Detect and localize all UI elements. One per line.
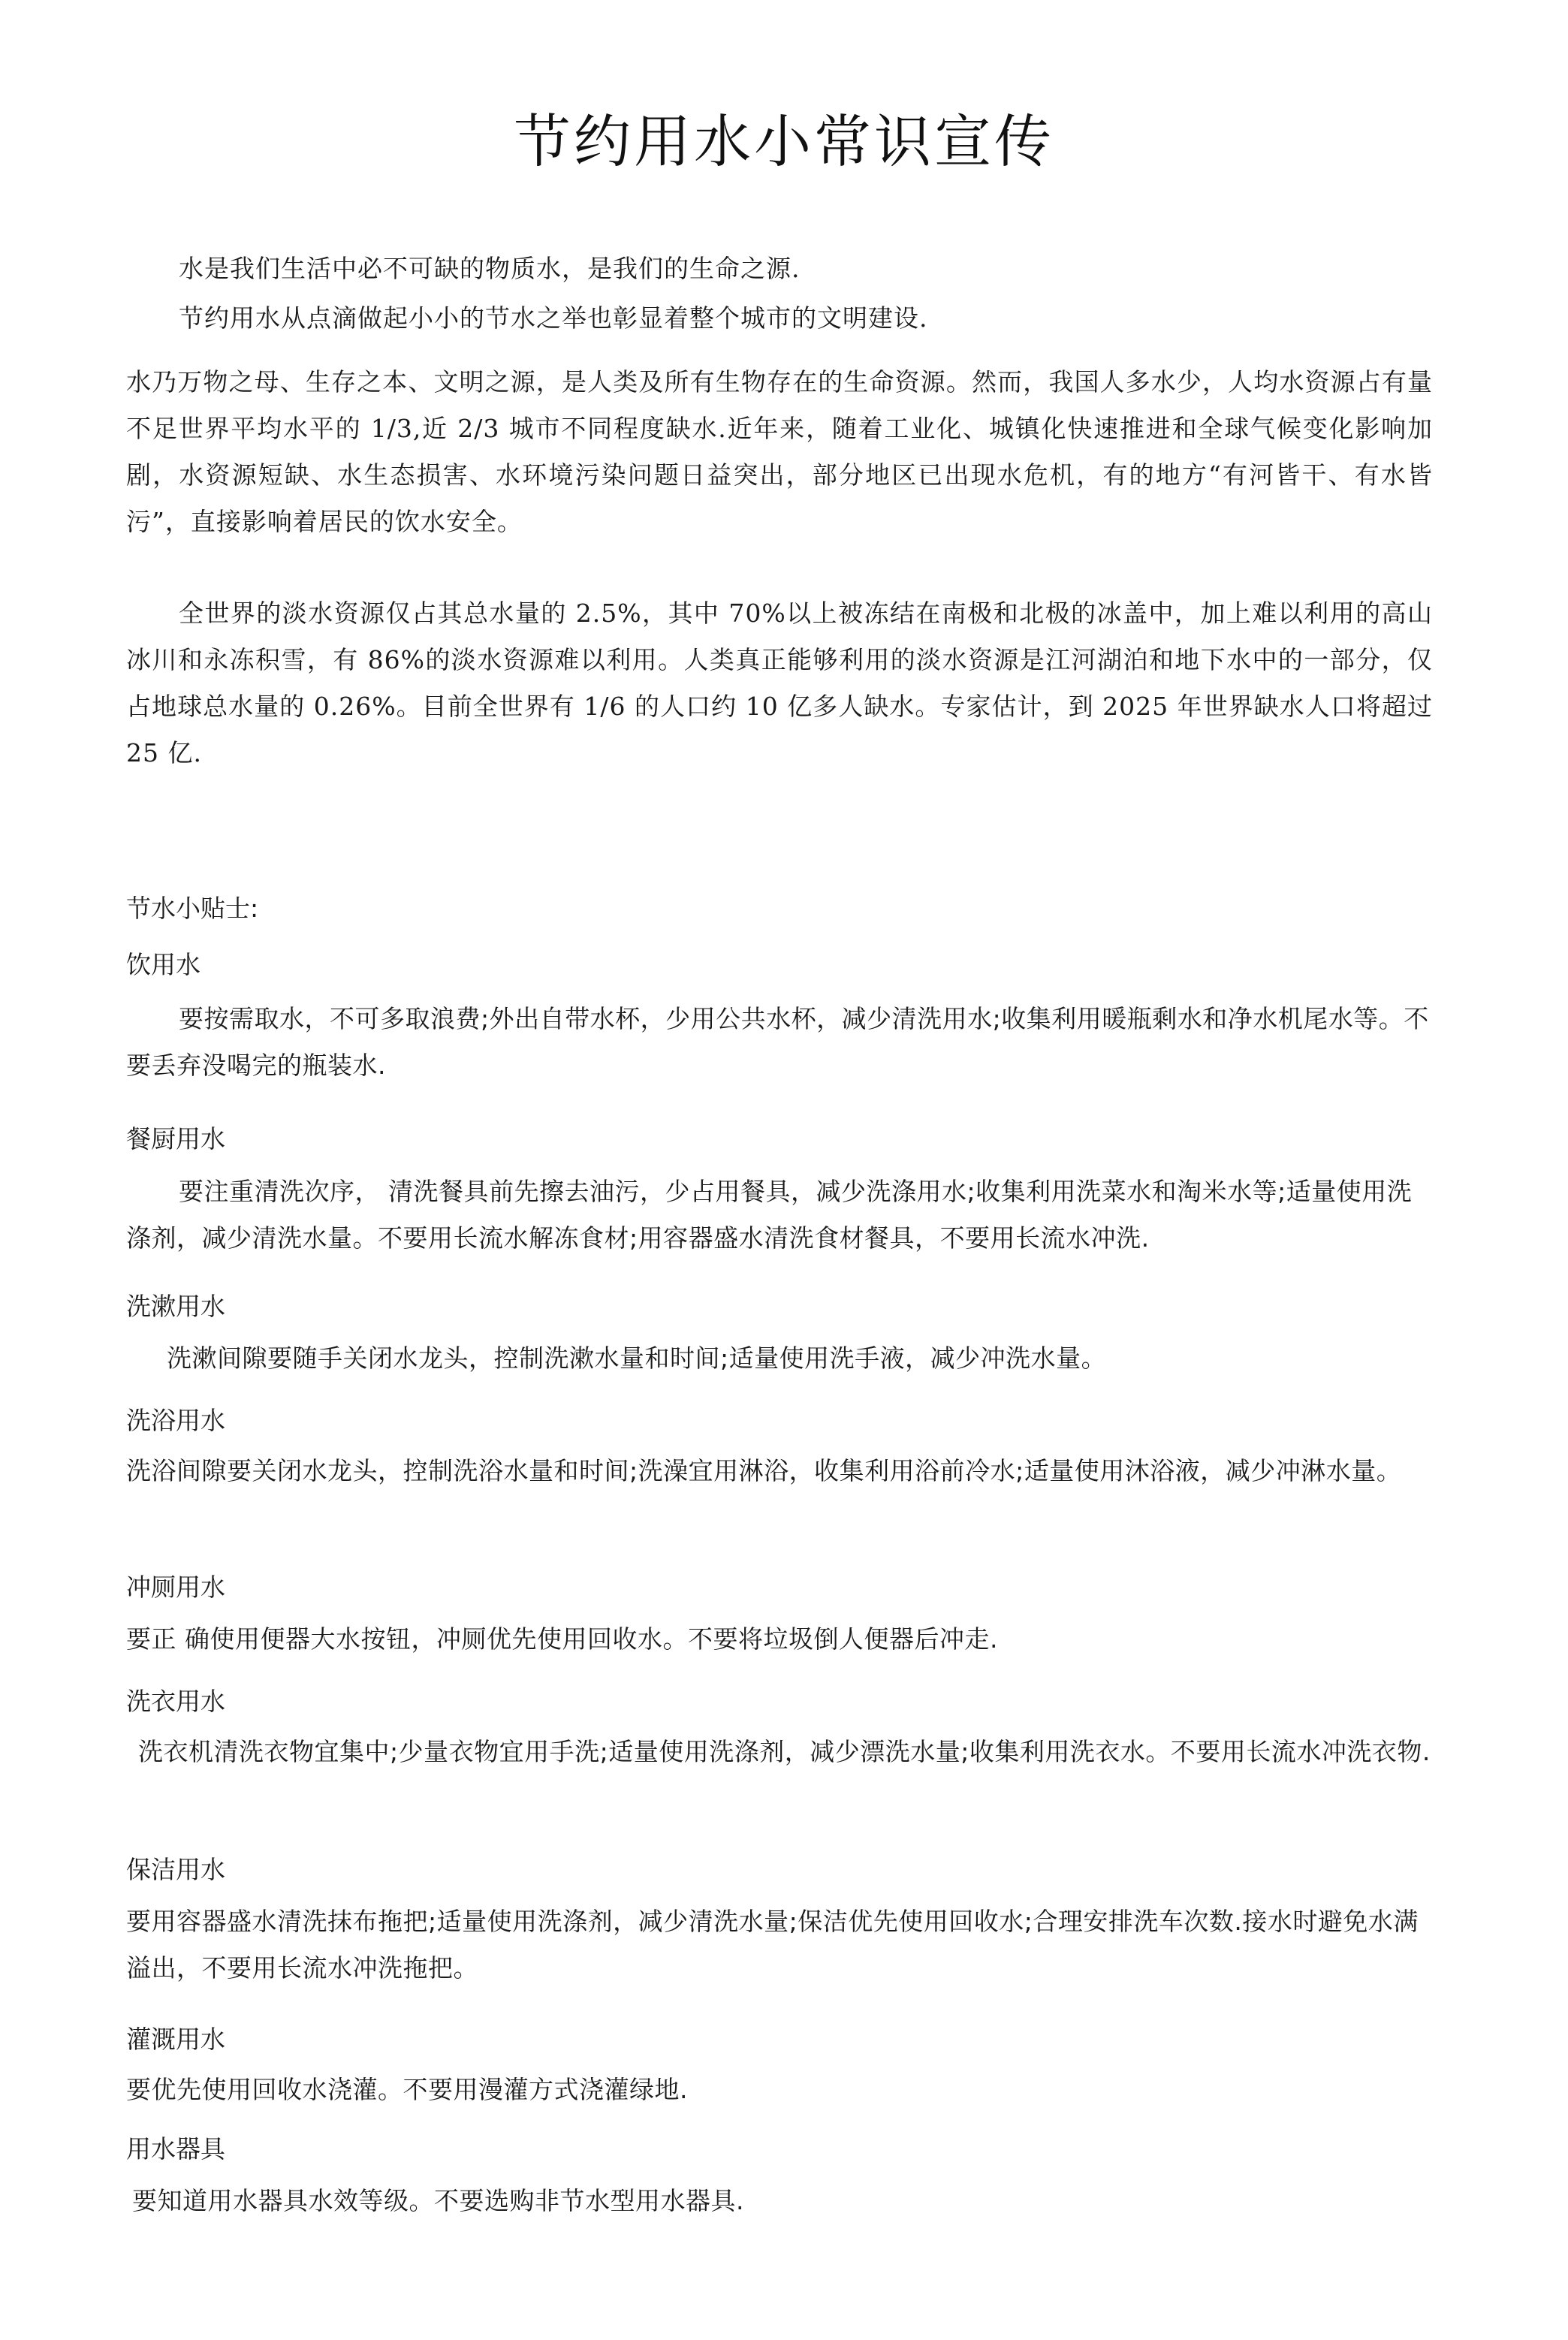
section-heading-cleaning: 保洁用水 (126, 1855, 225, 1884)
section-text-drinking: 要按需取水，不可多取浪费;外出自带水杯，少用公共水杯，减少清洗用水;收集利用暖瓶剩水和净水机尾水等。不要丢弃没喝完的瓶装水. (126, 1004, 1429, 1080)
page-title: 节约用水小常识宣传 (514, 108, 1054, 175)
intro-line-2: 节约用水从点滴做起小小的节水之举也彰显着整个城市的文明建设. (179, 303, 928, 333)
section-heading-toilet: 冲厕用水 (126, 1573, 225, 1602)
section-text-appliances: 要知道用水器具水效等级。不要选购非节水型用水器具. (132, 2186, 744, 2215)
section-text-laundry: 洗衣机清洗衣物宜集中;少量衣物宜用手洗;适量使用洗涤剂，减少漂洗水量;收集利用洗衣水。不要用长流水冲洗衣物. (138, 1737, 1431, 1766)
section-text-irrigation: 要优先使用回收水浇灌。不要用漫灌方式浇灌绿地. (126, 2075, 688, 2104)
section-heading-appliances: 用水器具 (126, 2134, 225, 2164)
section-text-kitchen: 要注重清洗次序， 清洗餐具前先擦去油污，少占用餐具，减少洗涤用水;收集利用洗菜水和淘米水等;适量使用洗涤剂，减少清洗水量。不要用长流水解冻食材;用容器盛水清洗食材餐具，不要用长流水冲洗. (126, 1177, 1413, 1253)
section-text-washing: 洗漱间隙要随手关闭水龙头，控制洗漱水量和时间;适量使用洗手液，减少冲洗水量。 (167, 1343, 1107, 1373)
section-heading-kitchen: 餐厨用水 (126, 1124, 225, 1153)
section-heading-bathing: 洗浴用水 (126, 1406, 225, 1435)
intro-paragraph-1: 水乃万物之母、生存之本、文明之源，是人类及所有生物存在的生命资源。然而，我国人多水少，人均水资源占有量不足世界平均水平的 1/3,近 2/3 城市不同程度缺水.近年来，随着工业化、城镇化快速推进和全球气候变化影响加剧，水资源短缺、水生态损害、水环境污染问题日益突出，部分地区已出现水危机，有的地方“有河皆干、有水皆污”，直接影响着居民的饮水安全。 (126, 367, 1433, 536)
section-heading-laundry: 洗衣用水 (126, 1687, 225, 1716)
tips-heading: 节水小贴士: (126, 894, 259, 923)
section-text-toilet: 要正 确使用便器大水按钮，冲厕优先使用回收水。不要将垃圾倒人便器后冲走. (126, 1624, 998, 1654)
section-heading-drinking: 饮用水 (126, 950, 201, 979)
intro-paragraph-2: 全世界的淡水资源仅占其总水量的 2.5%，其中 70%以上被冻结在南极和北极的冰盖中，加上难以利用的高山冰川和永冻积雪，有 86%的淡水资源难以利用。人类真正能够利用的淡水资源是江河湖泊和地下水中的一部分，仅占地球总水量的 0.26%。目前全世界有 1/6 的人口约 10 亿多人缺水。专家估计，到 2025 年世界缺水人口将超过 25 亿. (126, 599, 1433, 767)
intro-line-1: 水是我们生活中必不可缺的物质水，是我们的生命之源. (179, 254, 801, 283)
section-heading-washing: 洗漱用水 (126, 1292, 225, 1321)
section-heading-irrigation: 灌溉用水 (126, 2025, 225, 2054)
section-text-bathing: 洗浴间隙要关闭水龙头，控制洗浴水量和时间;洗澡宜用淋浴，收集利用浴前冷水;适量使用沐浴液，减少冲淋水量。 (126, 1456, 1402, 1485)
section-text-cleaning: 要用容器盛水清洗抹布拖把;适量使用洗涤剂，减少清洗水量;保洁优先使用回收水;合理安排洗车次数.接水时避免水满溢出，不要用长流水冲洗拖把。 (126, 1907, 1419, 1983)
